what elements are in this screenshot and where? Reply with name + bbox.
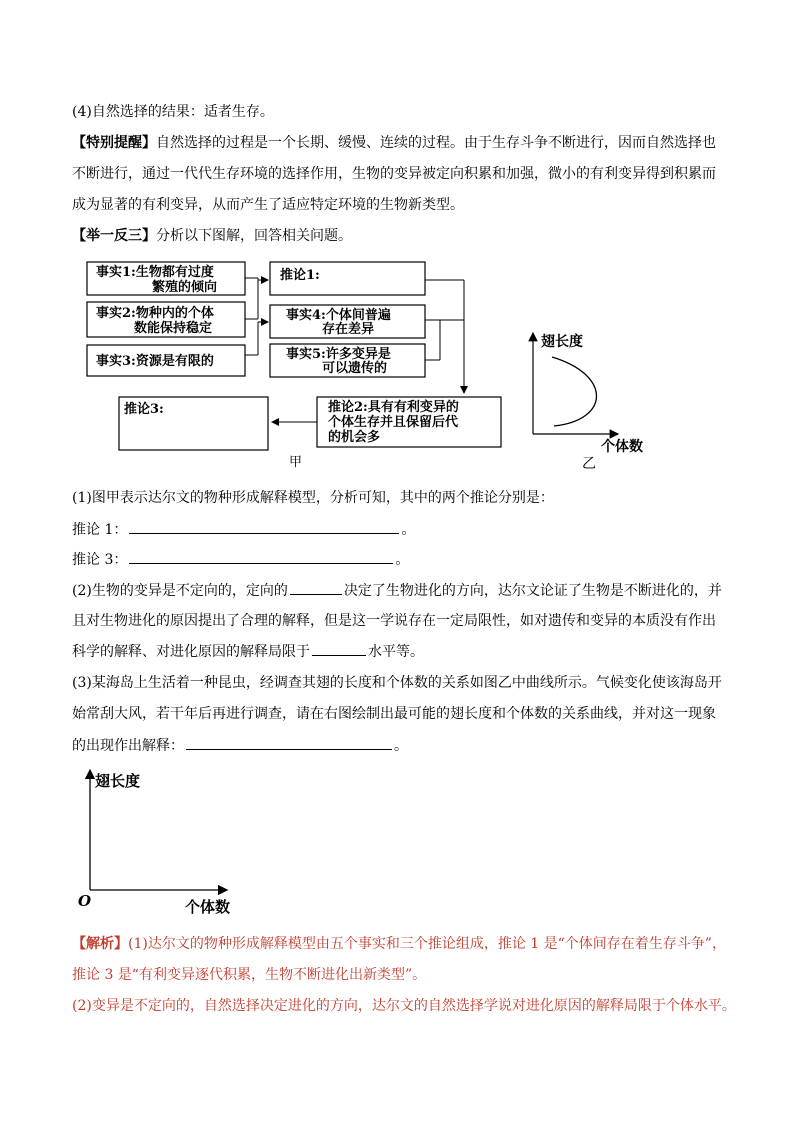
q3-line-3: 的出现作出解释： 。 [72, 735, 408, 756]
analysis-line-1: 【解析】(1)达尔文的物种形成解释模型由五个事实和三个推论组成，推论 1 是“个体间存在着生存斗争”， [72, 936, 726, 952]
inference2-text-3: 的机会多 [328, 430, 381, 445]
q1-blank-3[interactable] [129, 549, 393, 564]
figure-caption-jia: 甲 [289, 455, 303, 470]
inference1-text: 推论1: [280, 268, 320, 283]
answer-graph-ylabel: 翅长度 [95, 772, 141, 790]
q2-line-2: 且对生物进化的原因提出了合理的解释，但是这一学说存在一定局限性，如对遗传和变异的本质没有作出 [72, 613, 716, 629]
fact2-text-2: 数能保持稳定 [134, 321, 213, 336]
q2-line-1: (2)生物的变异是不定向的，定向的 决定了生物进化的方向，达尔文论证了生物是不断进化的，并 [72, 580, 722, 601]
tip-line-2: 不断进行，通过一代代生存环境的选择作用，生物的变异被定向积累和加强，微小的有利变异得到积累而 [72, 166, 716, 182]
fact5-text-2: 可以遗传的 [322, 361, 388, 376]
example-heading: 【举一反三】分析以下图解，回答相关问题。 [72, 228, 352, 244]
tip-line-3: 成为显著的有利变异，从而产生了适应特定环境的生物新类型。 [72, 197, 464, 213]
fact1-text-1: 事实1:生物都有过度 [96, 265, 214, 280]
fact3-text: 事实3:资源是有限的 [96, 354, 214, 369]
inference3-text: 推论3: [124, 402, 164, 417]
graph-yi-xlabel: 个体数 [601, 439, 643, 455]
q2-blank-1[interactable] [290, 580, 342, 595]
analysis-line-2: 推论 3 是“有利变异逐代积累，生物不断进化出新类型”。 [72, 967, 427, 983]
fact1-text-2: 繁殖的倾向 [152, 280, 218, 295]
diagram-figure [0, 0, 794, 480]
answer-graph-xlabel: 个体数 [185, 898, 231, 916]
tip-label: 【特别提醒】 [72, 135, 156, 151]
tip-line-1: 【特别提醒】自然选择的过程是一个长期、缓慢、连续的过程。由于生存斗争不断进行，因而自然选择也 [72, 135, 716, 151]
q3-line-1: (3)某海岛上生活着一种昆虫，经调查其翅的长度和个体数的关系如图乙中曲线所示。气候变化使该海岛开 [72, 675, 722, 691]
q1-text: (1)图甲表示达尔文的物种形成解释模型，分析可知，其中的两个推论分别是： [72, 490, 554, 506]
q1-blank-1[interactable] [129, 519, 399, 534]
q2-blank-2[interactable] [312, 641, 366, 656]
fact5-text-1: 事实5:许多变异是 [286, 347, 391, 362]
q3-line-2: 始常刮大风，若干年后再进行调查，请在右图绘制出最可能的翅长度和个体数的关系曲线，并对这一现象 [72, 706, 716, 722]
fact4-text-2: 存在差异 [322, 322, 375, 337]
analysis-label: 【解析】 [72, 936, 128, 952]
graph-yi-ylabel: 翅长度 [541, 334, 583, 350]
paragraph-4: (4)自然选择的结果：适者生存。 [72, 104, 274, 120]
inference2-text-2: 个体生存并且保留后代 [328, 415, 459, 430]
inference2-text-1: 推论2:具有有利变异的 [328, 400, 459, 415]
answer-graph-origin: O [78, 892, 92, 910]
graph-yi-curve [552, 357, 597, 426]
q1-answer-3: 推论 3： 。 [72, 549, 409, 570]
figure-caption-yi: 乙 [582, 456, 596, 472]
q1-answer-1: 推论 1： 。 [72, 519, 415, 540]
fact2-text-1: 事实2:物种内的个体 [96, 306, 214, 321]
q2-line-3: 科学的解释、对进化原因的解释局限于 水平等。 [72, 641, 424, 662]
analysis-line-3: (2)变异是不定向的，自然选择决定进化的方向，达尔文的自然选择学说对进化原因的解释局限于个体水平。 [72, 998, 736, 1014]
fact4-text-1: 事实4:个体间普遍 [286, 308, 391, 323]
q3-blank[interactable] [186, 735, 392, 750]
example-label: 【举一反三】 [72, 228, 156, 244]
